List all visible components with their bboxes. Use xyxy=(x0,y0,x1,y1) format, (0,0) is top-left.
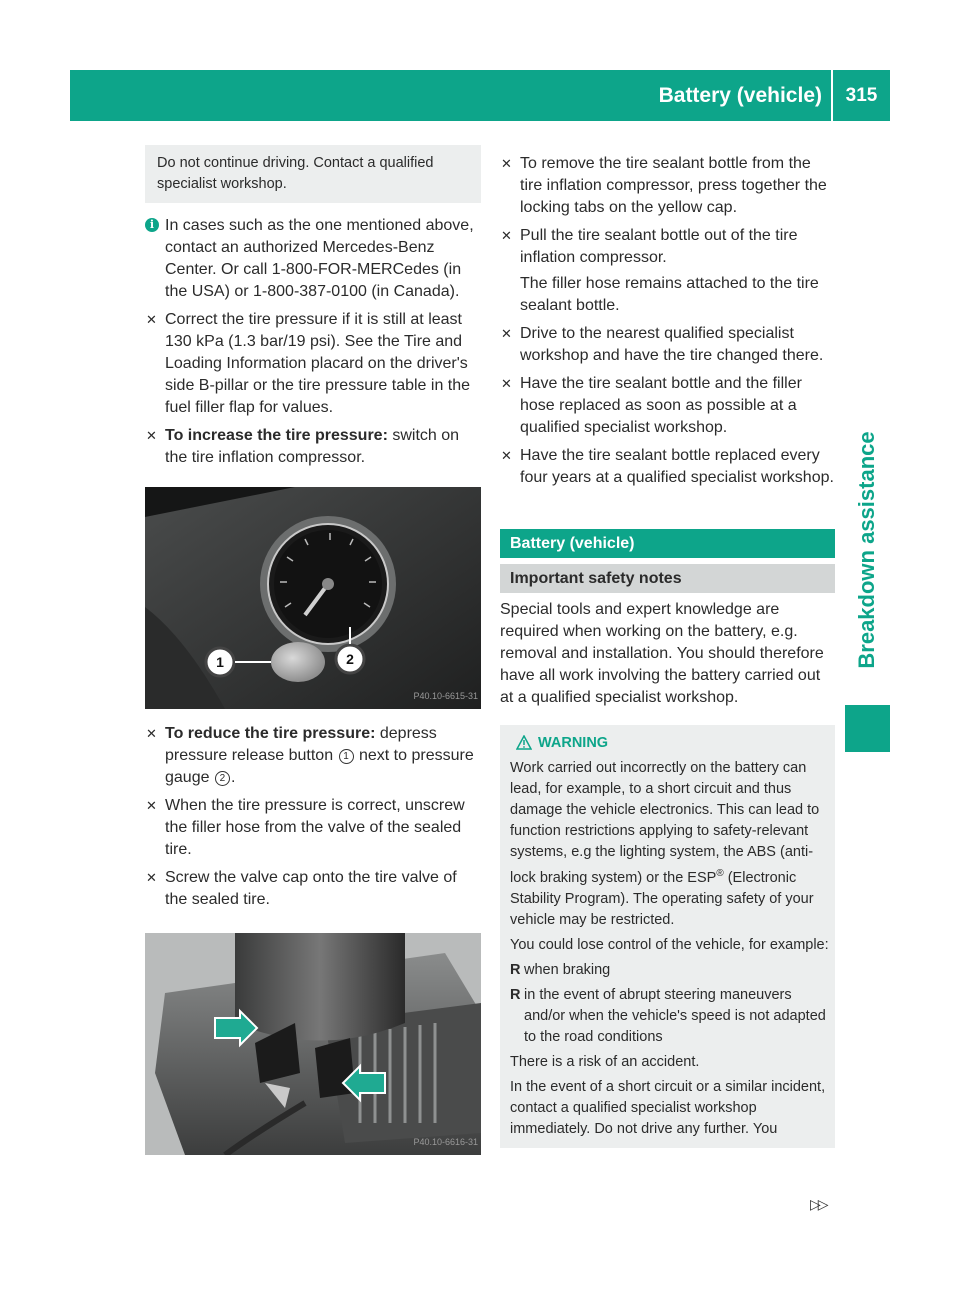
callout-1: 1 xyxy=(339,749,354,764)
step-remove-bottle xyxy=(500,153,835,219)
bullet-text: in the event of abrupt steering maneuvers and/or when the vehicle's speed is not adapted to the road conditions xyxy=(524,986,826,1045)
warning-triangle-icon xyxy=(516,735,532,750)
warning-paragraph: There is a risk of an accident. xyxy=(510,1053,700,1070)
step-arrow-icon: ✕ xyxy=(146,726,157,741)
step-arrow-icon: ✕ xyxy=(501,156,512,171)
step-pull-bottle xyxy=(500,225,835,269)
step-replace-bottle xyxy=(500,445,835,489)
step-screw-cap xyxy=(145,867,481,911)
step-text: When the tire pressure is correct, unscrew the filler hose from the valve of the sealed tire. xyxy=(165,797,465,858)
callout-2: 2 xyxy=(215,771,230,786)
step-arrow-icon: ✕ xyxy=(146,870,157,885)
page-number: 315 xyxy=(845,85,878,106)
registered-mark: ® xyxy=(716,868,724,879)
step-reduce-pressure xyxy=(145,723,481,789)
step-arrow-icon: ✕ xyxy=(501,326,512,341)
warning-bullet xyxy=(510,985,829,1048)
note-box: Do not continue driving. Contact a qualified specialist workshop. xyxy=(145,145,481,203)
step-text: next to pressure gauge xyxy=(165,747,474,786)
step-text: Have the tire sealant bottle and the filler hose replaced as soon as possible at a qualified specialist workshop. xyxy=(520,375,802,436)
warning-bullet xyxy=(510,960,829,981)
bullet-icon: R xyxy=(510,961,521,978)
step-arrow-icon: ✕ xyxy=(501,448,512,463)
side-tab-label: Breakdown assistance xyxy=(854,431,879,669)
photo-code: P40.10-6615-31 xyxy=(413,691,478,701)
step-bold-text: To increase the tire pressure: xyxy=(165,427,388,444)
photo-code: P40.10-6616-31 xyxy=(413,1137,478,1147)
compressor-gauge-photo xyxy=(145,487,481,709)
left-column xyxy=(145,145,481,1169)
bullet-icon: R xyxy=(510,986,521,1003)
step-correct-pressure xyxy=(145,309,481,419)
step-arrow-icon: ✕ xyxy=(501,228,512,243)
warning-box xyxy=(500,725,835,1148)
side-tab-marker xyxy=(845,705,890,752)
continue-mark-icon: ▷▷ xyxy=(810,1196,826,1212)
warning-paragraph: You could lose control of the vehicle, for example: xyxy=(510,936,829,953)
sealant-bottle-photo xyxy=(145,933,481,1155)
section-heading: Battery (vehicle) xyxy=(500,529,835,558)
step-note: The filler hose remains attached to the tire sealant bottle. xyxy=(520,275,819,314)
step-text: Correct the tire pressure if it is still at least 130 kPa (1.3 bar/19 psi). See the Tire and Loading Information placard on the driver's side B-pillar or the tire pressure table in the fuel filler flap for values. xyxy=(165,311,471,416)
warning-title: WARNING xyxy=(538,735,609,751)
bullet-text: when braking xyxy=(524,961,611,978)
info-icon: i xyxy=(145,218,159,232)
step-arrow-icon: ✕ xyxy=(146,428,157,443)
step-arrow-icon: ✕ xyxy=(501,376,512,391)
sealant-bottle-illustration xyxy=(145,933,481,1155)
step-text: switch on the tire inflation compressor. xyxy=(165,427,460,466)
step-text: Pull the tire sealant bottle out of the tire inflation compressor. xyxy=(520,227,798,266)
step-drive-workshop xyxy=(500,323,835,367)
step-text: To remove the tire sealant bottle from the tire inflation compressor, press together the locking tabs on the yellow cap. xyxy=(520,155,827,216)
warning-paragraph xyxy=(510,758,829,931)
step-text: Drive to the nearest qualified specialist workshop and have the tire changed there. xyxy=(520,325,824,364)
subsection-heading: Important safety notes xyxy=(500,564,835,593)
side-tab xyxy=(845,400,890,700)
step-arrow-icon: ✕ xyxy=(146,312,157,327)
page-section-title: Battery (vehicle) xyxy=(658,84,822,107)
step-unscrew-hose xyxy=(145,795,481,861)
info-text: In cases such as the one mentioned above, contact an authorized Mercedes-Benz Center. Or call 1-800-FOR-MERCedes (in the USA) or 1-800-387-0100 (in Canada). xyxy=(165,217,474,300)
right-column xyxy=(500,145,835,1148)
step-text: depress pressure release button xyxy=(165,725,437,764)
step-text: Have the tire sealant bottle replaced every four years at a qualified specialist workshop. xyxy=(520,447,834,486)
step-replace-hose xyxy=(500,373,835,439)
warning-header xyxy=(510,733,829,754)
header-bar xyxy=(70,70,890,121)
step-text: . xyxy=(230,769,236,786)
step-bold-text: To reduce the tire pressure: xyxy=(165,725,376,742)
step-arrow-icon: ✕ xyxy=(146,798,157,813)
intro-paragraph: Special tools and expert knowledge are required when working on the battery, e.g. removal and installation. You should therefore have all work involving the battery carried out at a qualified specialist workshop. xyxy=(500,601,824,706)
step-text: Screw the valve cap onto the tire valve of the sealed tire. xyxy=(165,869,457,908)
info-paragraph xyxy=(145,215,481,303)
step-increase-pressure xyxy=(145,425,481,469)
warning-paragraph: In the event of a short circuit or a similar incident, contact a qualified specialist workshop immediately. Do not drive any further. You xyxy=(510,1078,826,1137)
warning-text: Work carried out incorrectly on the battery can lead, for example, to a short circuit and thus damage the vehicle electronics. This can lead to function restrictions applying to safety-relevant systems, e.g the lighting system, the ABS (anti-lock braking system) or the ESP xyxy=(510,760,820,886)
warning-text: (Electronic Stability Program). The operating safety of your vehicle may be restricted. xyxy=(510,869,814,928)
photo-callout-1: 1 xyxy=(216,654,224,670)
compressor-gauge-illustration xyxy=(145,487,481,709)
photo-callout-2: 2 xyxy=(346,651,354,667)
